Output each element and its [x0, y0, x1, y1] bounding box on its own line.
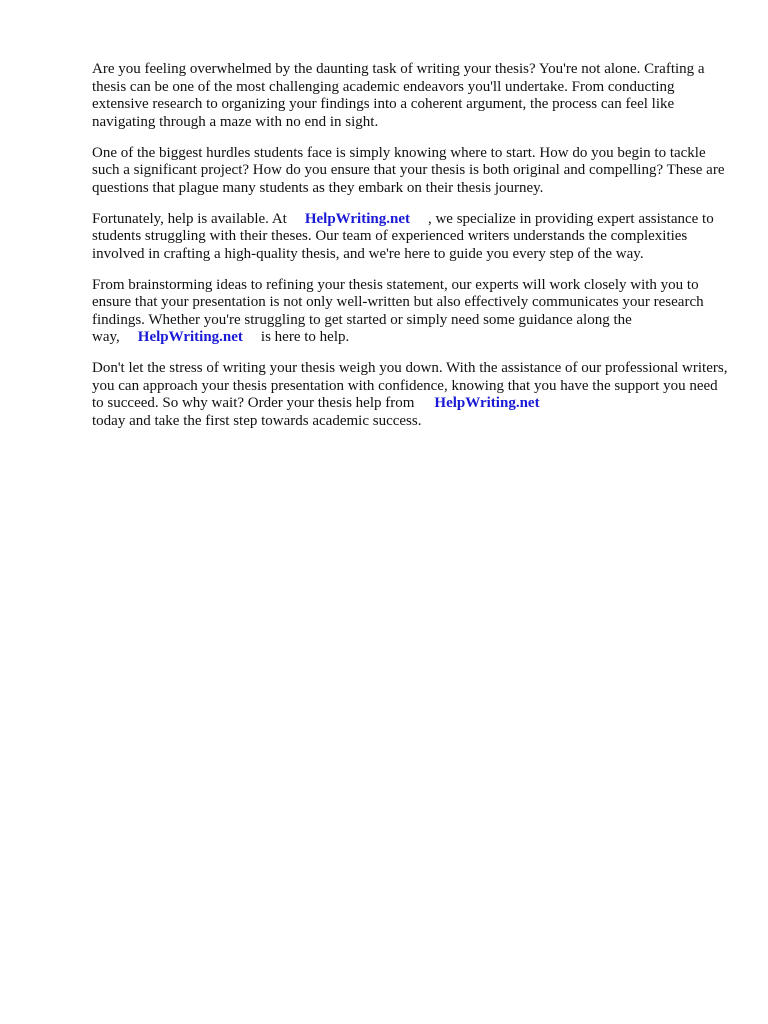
- paragraph-4: [92, 277, 732, 347]
- paragraph-3-text-after: , we specialize in providing expert assistance to students struggling with their theses. Our team of experienced writers understands the complexities involved in crafting a high-quality thesis, and we're here to guide you every step of the way.: [92, 210, 714, 262]
- paragraph-5-text-after: today and take the first step towards academic success.: [92, 412, 422, 429]
- paragraph-4-text-before: From brainstorming ideas to refining your thesis statement, our experts will work closely with you to ensure that your presentation is not only well-written but also effectively communicates your research findings. Whether you're struggling to get started or simply need some guidance along the way,: [92, 276, 704, 345]
- document-body: [92, 61, 732, 444]
- paragraph-5: [92, 360, 732, 430]
- helpwriting-link[interactable]: HelpWriting.net: [137, 329, 243, 345]
- paragraph-3-text-before: Fortunately, help is available. At: [92, 210, 287, 227]
- helpwriting-link[interactable]: HelpWriting.net: [434, 395, 540, 411]
- paragraph-3: [92, 211, 732, 264]
- helpwriting-link[interactable]: HelpWriting.net: [304, 210, 410, 227]
- paragraph-2: One of the biggest hurdles students face is simply knowing where to start. How do you begin to tackle such a significant project? How do you ensure that your thesis is both original and compelling? These are questions that plague many students as they embark on their thesis journey.: [92, 144, 725, 196]
- paragraph-5-text-before: Don't let the stress of writing your thesis weigh you down. With the assistance of our professional writers, you can approach your thesis presentation with confidence, knowing that you have the support you need to succeed. So why wait? Order your thesis help from: [92, 360, 728, 411]
- paragraph-1: Are you feeling overwhelmed by the daunting task of writing your thesis? You're not alone. Crafting a thesis can be one of the most challenging academic endeavors you'll undertake. From conducting extensive research to organizing your findings into a coherent argument, the process can feel like navigating through a maze with no end in sight.: [92, 61, 705, 130]
- paragraph-4-text-after: is here to help.: [260, 329, 350, 345]
